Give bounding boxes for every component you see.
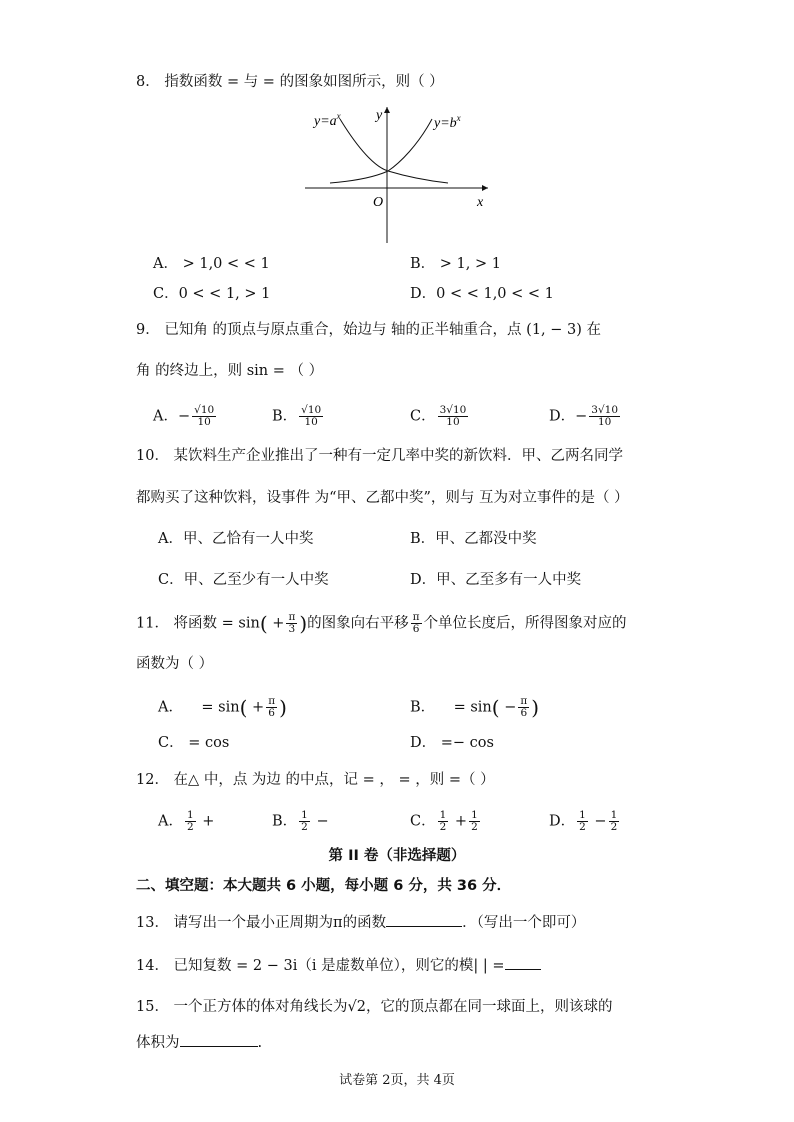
q8-graph <box>300 105 500 245</box>
label-b: $y=b^x$ <box>434 113 461 131</box>
q15-line1: 15． 一个正方体的体对角线长为√2，它的顶点都在同一球面上，则该球的 <box>136 999 613 1015</box>
x-axis-label: x <box>477 195 484 210</box>
q11-line1: 11． 将函数 = sin( + $\frac{\pi}{3}$ )的图象向右平移 $\frac{\pi}{6}$ 个单位长度后，所得图象对应的 <box>136 611 627 636</box>
curve-a <box>340 119 448 183</box>
q11-option-c[interactable]: C． = cos <box>158 735 230 751</box>
y-axis-label: y <box>376 108 383 123</box>
q14-answer-blank[interactable] <box>505 955 541 970</box>
q15-answer-blank[interactable] <box>180 1032 258 1047</box>
q8-option-d[interactable]: D．0 < < 1,0 < < 1 <box>410 286 554 302</box>
q10-line2: 都购买了这种饮料，设事件 为“甲、乙都中奖”，则与 互为对立事件的是（ ） <box>136 490 629 506</box>
page-footer: 试卷第 2页，共 4页 <box>339 1073 455 1088</box>
section-title: 第 II 卷（非选择题） <box>328 848 466 864</box>
q9-option-c[interactable]: C． $\frac{3√10}{10}$ <box>410 404 467 428</box>
q11-option-b[interactable]: B． = sin( − $\frac{\pi}{6}$ ) <box>410 695 540 720</box>
q10-option-b[interactable]: B．甲、乙都没中奖 <box>410 531 537 547</box>
origin-label: O <box>373 195 384 210</box>
q8-stem: 8． 指数函数 = 与 = 的图象如图所示，则（ ） <box>136 74 444 90</box>
q12-option-b[interactable]: B． $\frac{1}{2}$ − <box>272 809 329 833</box>
q10-option-d[interactable]: D．甲、乙至多有一人中奖 <box>410 572 582 588</box>
q12-option-a[interactable]: A． $\frac{1}{2}$ + <box>158 809 215 833</box>
q12-option-d[interactable]: D． $\frac{1}{2}$ − $\frac{1}{2}$ <box>549 809 618 833</box>
q10-option-a[interactable]: A．甲、乙恰有一人中奖 <box>158 531 314 547</box>
q8-option-c[interactable]: C．0 < < 1, > 1 <box>153 286 271 302</box>
q9-option-d[interactable]: D．− $\frac{3√10}{10}$ <box>549 404 619 428</box>
label-a: $y=a^x$ <box>314 111 341 129</box>
curve-b <box>330 119 432 183</box>
q12-stem: 12． 在△ 中，点 为边 的中点，记 = ， = ，则 =（ ） <box>136 772 495 788</box>
q13-answer-blank[interactable] <box>386 912 462 927</box>
q9-line1: 9． 已知角 的顶点与原点重合，始边与 轴的正半轴重合，点 (1, − 3) 在 <box>136 322 602 338</box>
q10-option-c[interactable]: C．甲、乙至少有一人中奖 <box>158 572 329 588</box>
q10-line1: 10． 某饮料生产企业推出了一种有一定几率中奖的新饮料．甲、乙两名同学 <box>136 448 624 464</box>
q13: 13． 请写出一个最小正周期为π的函数 ．（写出一个即可） <box>136 912 585 933</box>
q9-option-a[interactable]: A．− $\frac{√10}{10}$ <box>153 404 215 428</box>
q11-option-d[interactable]: D． =− cos <box>410 735 494 751</box>
q8-option-b[interactable]: B． > 1, > 1 <box>410 256 501 272</box>
q8-option-a[interactable]: A． > 1,0 < < 1 <box>153 256 270 272</box>
section-heading: 二、填空题：本大题共 6 小题，每小题 6 分，共 36 分． <box>136 878 512 894</box>
q11-option-a[interactable]: A． = sin( + $\frac{\pi}{6}$ ) <box>158 695 287 720</box>
q14: 14． 已知复数 = 2 − 3i（i 是虚数单位），则它的模| | = <box>136 955 541 976</box>
q15-line2: 体积为 . <box>136 1032 262 1053</box>
q9-line2: 角 的终边上，则 sin = （ ） <box>136 363 324 379</box>
q12-option-c[interactable]: C． $\frac{1}{2}$ + $\frac{1}{2}$ <box>410 809 478 833</box>
q9-option-b[interactable]: B． $\frac{√10}{10}$ <box>272 404 322 428</box>
q11-line2: 函数为（ ） <box>136 656 214 672</box>
